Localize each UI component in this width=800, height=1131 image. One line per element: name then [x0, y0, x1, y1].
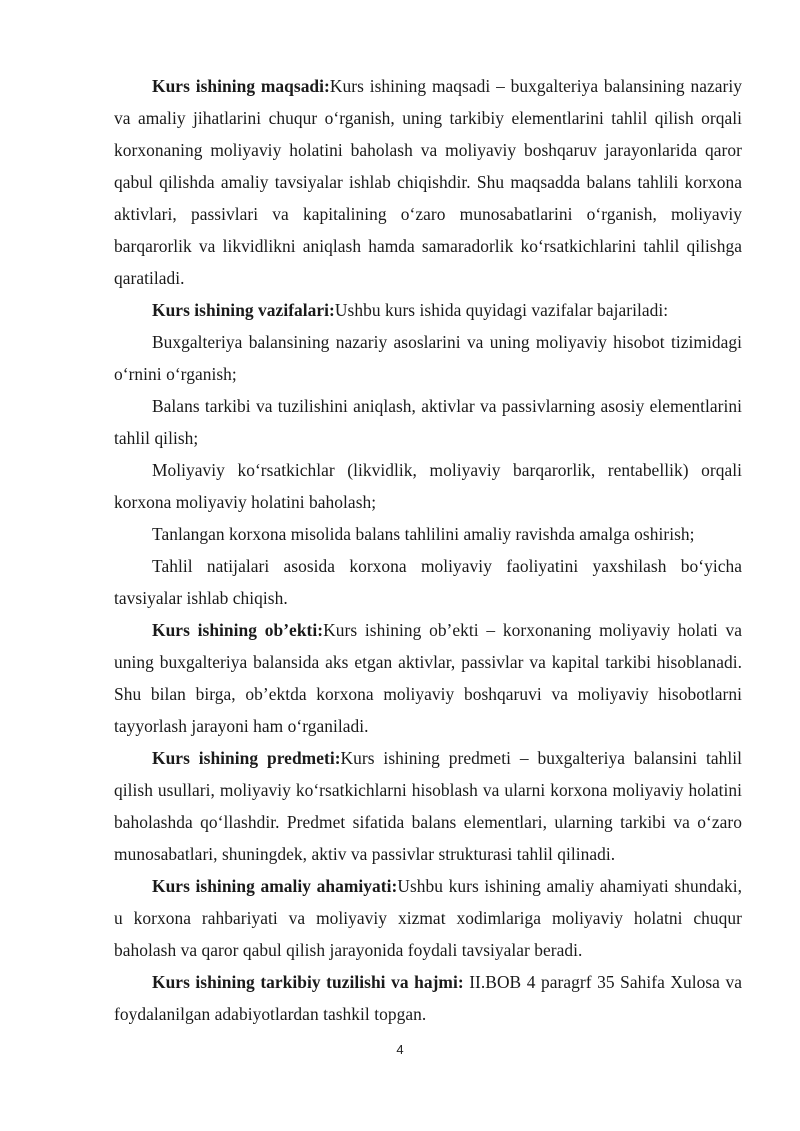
- text-significance: Ushbu kurs ishining amaliy ahamiyati shundaki, u korxona rahbariyati va moliyaviy xizmat xodimlariga moliyaviy holatni chuqur baholash va qaror qabul qilish jarayonida foydali tavsiyalar beradi.: [114, 876, 742, 960]
- paragraph-object: [114, 614, 742, 742]
- task-item: [114, 390, 742, 454]
- task-item-text: Moliyaviy ko‘rsatkichlar (likvidlik, moliyaviy barqarorlik, rentabellik) orqali korxona moliyaviy holatini baholash;: [114, 460, 742, 512]
- paragraph-subject: [114, 742, 742, 870]
- heading-significance: Kurs ishining amaliy ahamiyati:: [152, 876, 398, 896]
- paragraph-goal: [114, 70, 742, 294]
- page-number: 4: [396, 1042, 404, 1057]
- text-subject: Kurs ishining predmeti – buxgalteriya balansini tahlil qilish usullari, moliyaviy ko‘rsatkichlarni hisoblash va ularni korxona moliyaviy holatini baholashda qo‘llashdir. Predmet sifatida balans elementlari, ularning tarkibi va o‘zaro munosabatlari, shuningdek, aktiv va passivlar strukturasi tahlil qilinadi.: [114, 748, 742, 864]
- paragraph-tasks: [114, 294, 742, 326]
- text-object: Kurs ishining ob’ekti – korxonaning moliyaviy holati va uning buxgalteriya balansida aks etgan aktivlar, passivlar va kapital tarkibi hisoblanadi. Shu bilan birga, ob’ektda korxona moliyaviy boshqaruvi va moliyaviy hisobotlarni tayyorlash jarayoni ham o‘rganiladi.: [114, 620, 742, 736]
- task-item-text: Tanlangan korxona misolida balans tahlilini amaliy ravishda amalga oshirish;: [152, 524, 695, 544]
- heading-subject: Kurs ishining predmeti:: [152, 748, 341, 768]
- task-item: [114, 326, 742, 390]
- text-tasks: Ushbu kurs ishida quyidagi vazifalar bajariladi:: [334, 300, 669, 320]
- text-goal: Kurs ishining maqsadi – buxgalteriya balansining nazariy va amaliy jihatlarini chuqur o‘rganish, uning tarkibiy elementlarini tahlil qilish orqali korxonaning moliyaviy holatini baholash va moliyaviy boshqaruv jarayonlarida qaror qabul qilishda amaliy tavsiyalar ishlab chiqishdir. Shu maqsadda balans tahlili korxona aktivlari, passivlari va kapitalining o‘zaro munosabatlarini o‘rganish, moliyaviy barqarorlik va likvidlikni aniqlash hamda samaradorlik ko‘rsatkichlarini tahlil qilishga qaratiladi.: [114, 76, 742, 288]
- document-page: [114, 70, 742, 1030]
- heading-structure: Kurs ishining tarkibiy tuzilishi va hajmi:: [152, 972, 464, 992]
- paragraph-significance: [114, 870, 742, 966]
- task-item-text: Tahlil natijalari asosida korxona moliyaviy faoliyatini yaxshilash bo‘yicha tavsiyalar ishlab chiqish.: [114, 556, 742, 608]
- task-item: [114, 454, 742, 518]
- task-item: [114, 518, 742, 550]
- task-item-text: Buxgalteriya balansining nazariy asoslarini va uning moliyaviy hisobot tizimidagi o‘rnini o‘rganish;: [114, 332, 742, 384]
- paragraph-structure: [114, 966, 742, 1030]
- heading-tasks: Kurs ishining vazifalari:: [152, 300, 335, 320]
- heading-object: Kurs ishining ob’ekti:: [152, 620, 324, 640]
- task-item: [114, 550, 742, 614]
- task-item-text: Balans tarkibi va tuzilishini aniqlash, aktivlar va passivlarning asosiy elementlarini tahlil qilish;: [114, 396, 742, 448]
- heading-goal: Kurs ishining maqsadi:: [152, 76, 330, 96]
- text-structure: II.BOB 4 paragrf 35 Sahifa Xulosa va foydalanilgan adabiyotlardan tashkil topgan.: [114, 972, 742, 1024]
